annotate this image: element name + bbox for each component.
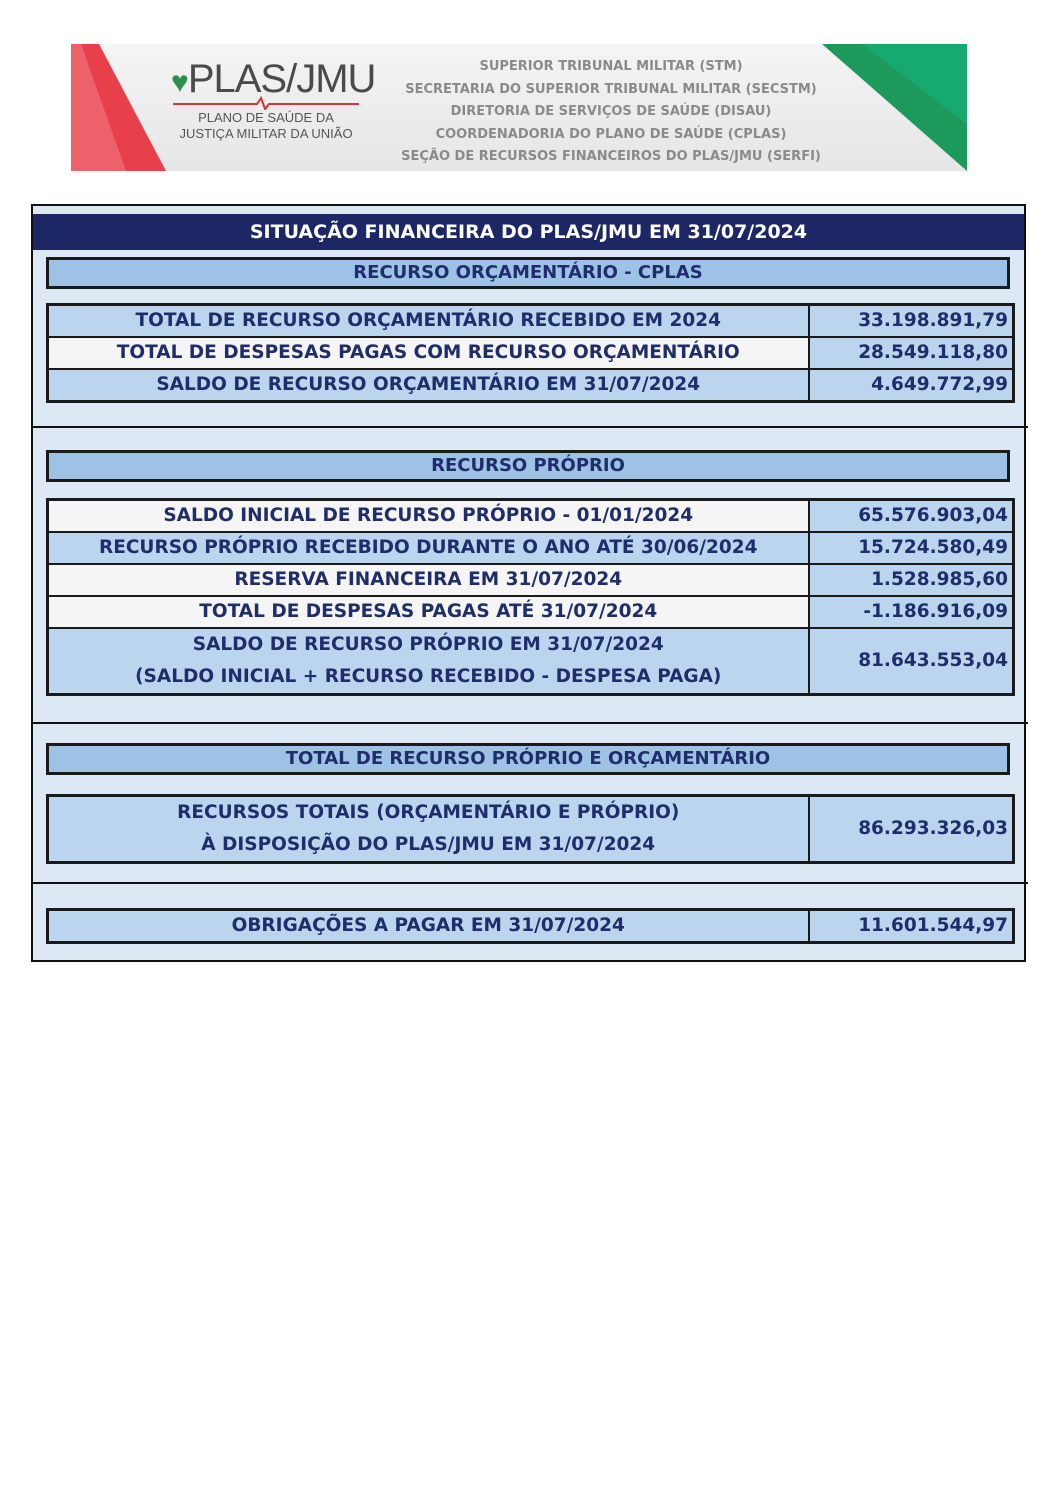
table-row [48, 628, 1014, 695]
saldo-proprio-line1: SALDO DE RECURSO PRÓPRIO EM 31/07/2024 [192, 634, 664, 655]
row-label: TOTAL DE RECURSO ORÇAMENTÁRIO RECEBIDO EM 2024 [48, 305, 809, 338]
financial-report-panel [31, 204, 1026, 962]
row-label: RECURSO PRÓPRIO RECEBIDO DURANTE O ANO ATÉ 30/06/2024 [48, 532, 809, 564]
row-value: 15.724.580,49 [809, 532, 1014, 564]
plas-jmu-logo [171, 57, 376, 158]
logo-wordmark: ♥PLAS/JMU [171, 57, 376, 101]
table-row [48, 369, 1014, 402]
header-banner [71, 44, 967, 171]
row-value: -1.186.916,09 [809, 596, 1014, 628]
proprio-table [46, 498, 1015, 696]
row-label [48, 628, 809, 695]
row-label: TOTAL DE DESPESAS PAGAS COM RECURSO ORÇAMENTÁRIO [48, 337, 809, 369]
saldo-proprio-line2: (SALDO INICIAL + RECURSO RECEBIDO - DESPESA PAGA) [135, 666, 722, 687]
section-header-orcamentario: RECURSO ORÇAMENTÁRIO - CPLAS [46, 257, 1010, 289]
row-value: 81.643.553,04 [809, 628, 1014, 695]
table-row [48, 910, 1014, 943]
table-row [48, 796, 1014, 863]
row-value: 86.293.326,03 [809, 796, 1014, 863]
row-label: OBRIGAÇÕES A PAGAR EM 31/07/2024 [48, 910, 809, 943]
report-title: SITUAÇÃO FINANCEIRA DO PLAS/JMU EM 31/07/2024 [33, 214, 1024, 250]
row-label: RESERVA FINANCEIRA EM 31/07/2024 [48, 564, 809, 596]
org-line: DIRETORIA DE SERVIÇOS DE SAÚDE (DISAU) [450, 104, 772, 119]
total-table [46, 794, 1015, 864]
section-divider [31, 426, 1028, 428]
row-value: 28.549.118,80 [809, 337, 1014, 369]
row-value: 33.198.891,79 [809, 305, 1014, 338]
section-header-total: TOTAL DE RECURSO PRÓPRIO E ORÇAMENTÁRIO [46, 743, 1010, 775]
org-line: COORDENADORIA DO PLANO DE SAÚDE (CPLAS) [435, 126, 787, 142]
table-row [48, 337, 1014, 369]
row-value: 1.528.985,60 [809, 564, 1014, 596]
row-label [48, 796, 809, 863]
table-row [48, 532, 1014, 564]
org-line: SECRETARIA DO SUPERIOR TRIBUNAL MILITAR (SECSTM) [405, 81, 817, 97]
total-line1: RECURSOS TOTAIS (ORÇAMENTÁRIO E PRÓPRIO) [177, 802, 680, 823]
row-label: SALDO DE RECURSO ORÇAMENTÁRIO EM 31/07/2024 [48, 369, 809, 402]
heartbeat-line-icon [173, 96, 359, 110]
row-label: TOTAL DE DESPESAS PAGAS ATÉ 31/07/2024 [48, 596, 809, 628]
row-value: 11.601.544,97 [809, 910, 1014, 943]
section-divider [31, 722, 1028, 724]
orcamentario-table [46, 303, 1015, 403]
total-line2: À DISPOSIÇÃO DO PLAS/JMU EM 31/07/2024 [201, 834, 656, 855]
org-line: SUPERIOR TRIBUNAL MILITAR (STM) [479, 59, 743, 74]
row-value: 4.649.772,99 [809, 369, 1014, 402]
table-row [48, 305, 1014, 338]
row-value: 65.576.903,04 [809, 500, 1014, 533]
section-divider [31, 882, 1028, 884]
heart-icon: ♥ [171, 66, 188, 99]
row-label: SALDO INICIAL DE RECURSO PRÓPRIO - 01/01/2024 [48, 500, 809, 533]
section-header-proprio: RECURSO PRÓPRIO [46, 450, 1010, 482]
organization-lines [361, 56, 861, 169]
table-row [48, 596, 1014, 628]
org-line: SEÇÃO DE RECURSOS FINANCEIROS DO PLAS/JMU (SERFI) [401, 149, 821, 164]
table-row [48, 564, 1014, 596]
red-triangle-decoration [71, 44, 166, 171]
logo-subtitle: PLANO DE SAÚDE DA JUSTIÇA MILITAR DA UNIÃO [179, 110, 353, 141]
table-row [48, 500, 1014, 533]
obrigacoes-table [46, 908, 1015, 944]
